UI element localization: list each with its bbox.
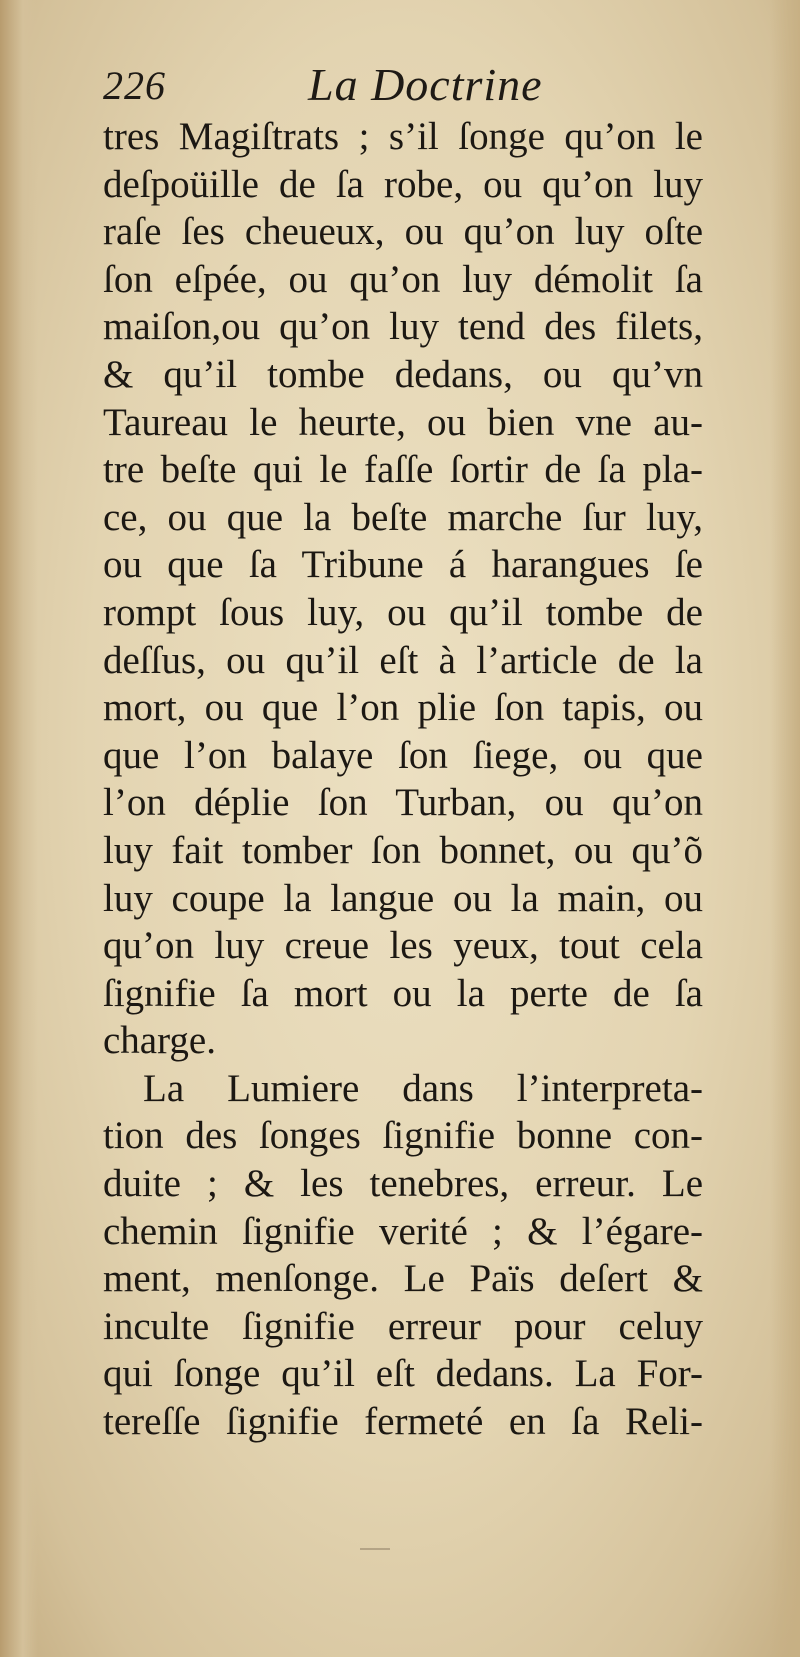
text-line: tion des ſonges ſignifie bonne con- — [103, 1114, 703, 1158]
page-edge-shadow — [770, 0, 800, 1657]
text-line: & qu’il tombe dedans, ou qu’vn — [103, 352, 703, 396]
text-line: l’on déplie ſon Turban, ou qu’on — [103, 781, 703, 825]
text-line: deſſus, ou qu’il eſt à l’article de la — [103, 638, 703, 682]
text-line: chemin ſignifie verité ; & l’égare- — [103, 1209, 703, 1253]
text-line: qu’on luy creue les yeux, tout cela — [103, 924, 703, 968]
text-line: raſe ſes cheueux, ou qu’on luy oſte — [103, 210, 703, 254]
text-line: charge. — [103, 1019, 216, 1063]
text-line: luy coupe la langue ou la main, ou — [103, 876, 703, 920]
text-line: ſignifie ſa mort ou la perte de ſa — [103, 971, 703, 1015]
text-line: rompt ſous luy, ou qu’il tombe de — [103, 590, 703, 634]
text-line: duite ; & les tenebres, erreur. Le — [103, 1162, 703, 1206]
text-line: tereſſe ſignifie fermeté en ſa Reli- — [103, 1400, 703, 1444]
text-line: inculte ſignifie erreur pour celuy — [103, 1304, 703, 1348]
text-line: maiſon,ou qu’on luy tend des filets, — [103, 305, 703, 349]
page-gutter-shadow — [0, 0, 38, 1657]
ink-mark — [360, 1548, 390, 1550]
text-line: luy fait tomber ſon bonnet, ou qu’õ — [103, 828, 703, 872]
page-header — [103, 58, 663, 118]
text-line: tre beſte qui le faſſe ſortir de ſa pla- — [103, 448, 703, 492]
body-text — [103, 113, 703, 1446]
running-title: La Doctrine — [308, 59, 543, 110]
text-line: ou que ſa Tribune á harangues ſe — [103, 543, 703, 587]
text-line: ment, menſonge. Le Païs deſert & — [103, 1257, 703, 1301]
text-line: que l’on balaye ſon ſiege, ou que — [103, 733, 703, 777]
page-number: 226 — [103, 63, 166, 108]
text-line: qui ſonge qu’il eſt dedans. La For- — [103, 1352, 703, 1396]
text-line: mort, ou que l’on plie ſon tapis, ou — [103, 686, 703, 730]
paragraph-start-line: La Lumiere dans l’interpreta- — [143, 1066, 703, 1110]
text-line: ce, ou que la beſte marche ſur luy, — [103, 495, 703, 539]
text-line: ſon eſpée, ou qu’on luy démolit ſa — [103, 257, 703, 301]
text-line: deſpoüille de ſa robe, ou qu’on luy — [103, 162, 703, 206]
text-line: tres Magiſtrats ; s’il ſonge qu’on le — [103, 115, 703, 158]
text-line: Taureau le heurte, ou bien vne au- — [103, 400, 703, 444]
